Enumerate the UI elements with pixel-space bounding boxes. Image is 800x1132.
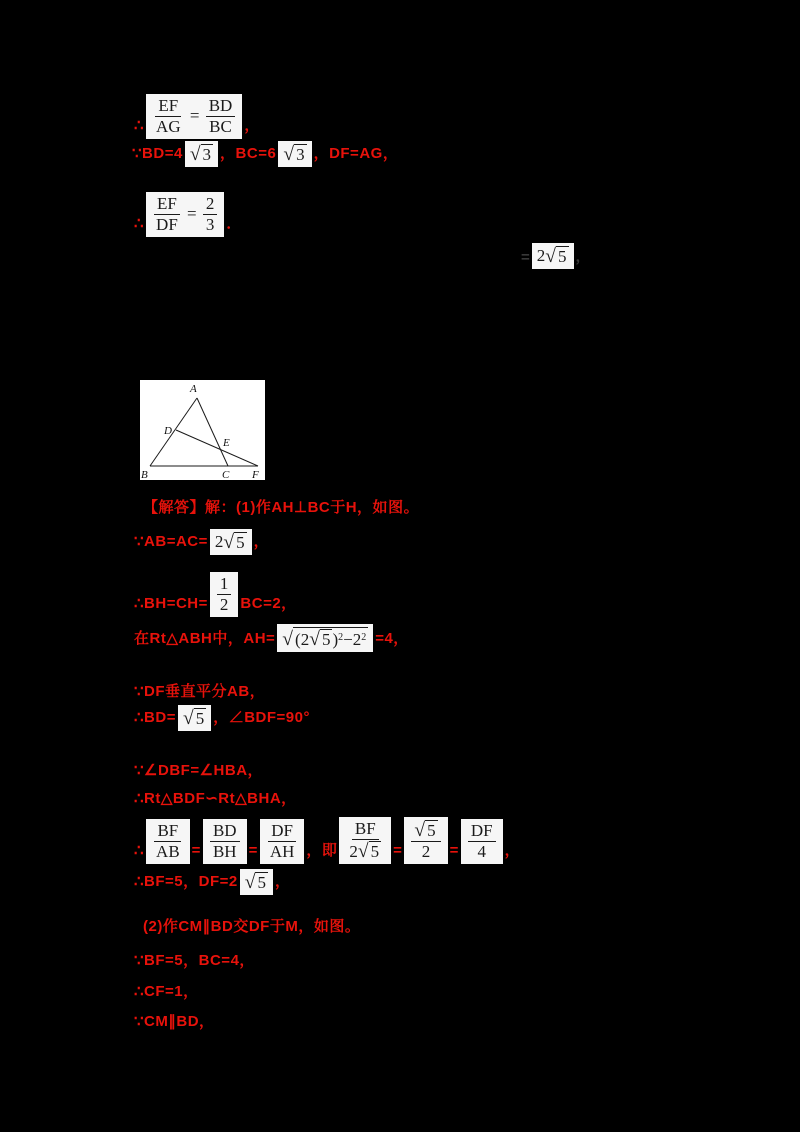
fraction-numerator	[468, 822, 496, 842]
radicand	[294, 144, 307, 164]
math-text: 3	[296, 145, 305, 164]
fraction-denominator	[153, 117, 184, 136]
math-text: 5	[195, 709, 205, 728]
fraction-numerator	[155, 97, 181, 117]
formula-image	[146, 192, 224, 237]
radicand	[320, 629, 333, 649]
red-solution-text: ∴	[134, 214, 145, 232]
DF-perpendicular-bisector	[134, 683, 265, 705]
proportion-line	[134, 817, 520, 864]
faint-text: =	[521, 248, 530, 266]
red-solution-text: ∵BD=4	[132, 145, 183, 163]
math-sqrt	[190, 144, 213, 164]
fraction-denominator	[153, 842, 183, 861]
formula-image	[532, 243, 574, 269]
red-solution-text: ∴	[134, 116, 145, 134]
red-solution-text: =4，	[375, 630, 409, 648]
red-solution-text: =	[191, 841, 201, 859]
math-sqrt	[545, 246, 568, 266]
math-text: 1	[219, 574, 229, 593]
math-text: AG	[156, 116, 181, 136]
formula-image	[146, 94, 242, 139]
math-text: 3	[205, 214, 215, 234]
radicand	[234, 532, 247, 552]
math-text: 5	[236, 533, 245, 552]
math-superscript: 2	[338, 631, 344, 643]
math-sqrt	[358, 841, 381, 861]
radicand	[255, 872, 268, 892]
radicand	[201, 144, 214, 164]
fraction-denominator	[475, 842, 490, 861]
formula-image	[203, 819, 247, 864]
vertex-label-C: C	[222, 469, 230, 480]
math-text: 2	[214, 532, 224, 551]
math-fraction	[153, 822, 183, 861]
math-sqrt	[245, 872, 268, 892]
BF-DF-values	[134, 869, 291, 895]
segment-DF	[176, 430, 258, 466]
math-sqrt	[414, 820, 437, 840]
fraction-denominator	[203, 215, 218, 234]
fraction-denominator	[419, 842, 434, 861]
math-text: DF	[271, 821, 293, 840]
radical-sign-icon: √	[244, 872, 256, 894]
red-solution-text: ，DF=AG，	[313, 145, 399, 163]
fraction-numerator	[154, 195, 180, 215]
fraction-numerator	[210, 822, 240, 842]
math-text: DF	[156, 214, 178, 234]
math-fraction	[153, 97, 184, 136]
fraction-numerator	[352, 820, 379, 840]
math-text: 5	[558, 247, 567, 266]
formula-image	[278, 141, 311, 167]
math-sqrt	[309, 629, 332, 649]
math-text: BC	[209, 116, 232, 136]
math-text: 5	[427, 821, 436, 840]
radicand	[293, 627, 368, 649]
BD-value-angle-BDF	[134, 705, 310, 731]
math-text: 2	[421, 841, 431, 861]
faint-text: ，	[575, 247, 591, 265]
math-text: 3	[202, 145, 212, 164]
red-solution-text: ∵BF=5，BC=4，	[134, 952, 255, 969]
fraction-denominator	[153, 215, 181, 234]
fraction-denominator	[206, 117, 235, 136]
math-text: −2	[343, 630, 362, 649]
math-text: 2	[349, 841, 358, 861]
radical-sign-icon: √	[189, 144, 201, 166]
formula-image	[404, 817, 447, 864]
radicand	[369, 841, 382, 861]
red-solution-text: =	[449, 841, 459, 859]
vertex-label-A: A	[190, 383, 197, 395]
math-text: 5	[321, 630, 331, 649]
formula-image	[210, 529, 252, 555]
given-BD-BC-DF-AG	[132, 141, 398, 167]
formula-image	[178, 705, 211, 731]
fraction-numerator	[203, 195, 218, 215]
math-text: DF	[470, 821, 493, 840]
math-text: 5	[257, 873, 266, 892]
math-text: AH	[269, 841, 295, 861]
math-text: BD	[208, 96, 233, 115]
math-text: 2	[205, 194, 215, 213]
red-solution-text: (2)作CM∥BD交DF于M，如图。	[143, 918, 361, 935]
vertex-label-D: D	[164, 425, 172, 437]
radical-sign-icon: √	[182, 708, 194, 730]
math-sqrt	[223, 532, 246, 552]
similar-triangles	[134, 790, 297, 812]
fraction-numerator	[268, 822, 296, 842]
fraction-numerator	[154, 822, 181, 842]
red-solution-text: =	[248, 841, 258, 859]
math-fraction	[468, 822, 496, 861]
math-fraction	[203, 195, 218, 234]
math-text: 5	[370, 841, 380, 861]
red-solution-text: ，即	[306, 841, 338, 859]
AH-computation	[134, 624, 409, 652]
fraction-numerator	[217, 575, 232, 595]
red-solution-text: ∴BF=5，DF=2	[134, 873, 238, 891]
math-fraction	[153, 195, 181, 234]
red-solution-text: ，	[504, 841, 521, 859]
fraction-denominator	[210, 842, 240, 861]
radical-sign-icon: √	[545, 246, 556, 268]
radical-sign-icon: √	[283, 144, 295, 166]
segment-AB	[150, 398, 197, 466]
vertex-label-B: B	[141, 469, 148, 480]
math-text: 2	[536, 246, 546, 265]
CF-value	[134, 983, 199, 1005]
fraction-denominator	[346, 840, 384, 861]
math-fraction	[206, 97, 236, 136]
segment-AC	[197, 398, 228, 466]
red-solution-text: 【解答】解：(1)作AH⊥BC于H，如图。	[143, 499, 420, 516]
red-solution-text: ，∠BDF=90°	[213, 709, 310, 727]
red-solution-text: ∵∠DBF=∠HBA，	[134, 762, 264, 779]
formula-image	[146, 819, 190, 864]
red-solution-text: BC=2，	[240, 594, 297, 612]
equal-angles	[134, 762, 263, 784]
red-solution-text: ，	[253, 533, 270, 551]
fraction-denominator	[267, 842, 298, 861]
math-text: BH	[212, 841, 237, 861]
red-solution-text: ∴	[134, 841, 145, 859]
fraction-numerator	[411, 820, 440, 842]
math-fraction	[411, 820, 440, 861]
red-solution-text: ∴BH=CH=	[134, 594, 208, 612]
formula-image	[277, 624, 373, 652]
fraction-denominator	[217, 595, 232, 614]
formula-image	[185, 141, 218, 167]
radicand	[194, 708, 207, 728]
math-text: =	[182, 204, 201, 224]
math-text: 2	[219, 594, 229, 614]
math-fraction	[267, 822, 298, 861]
math-text: (2	[295, 630, 310, 649]
math-text: BF	[157, 821, 179, 840]
formula-image	[240, 869, 273, 895]
therefore-EF-DF-eq-2-3	[134, 192, 242, 237]
value-2-sqrt5	[521, 243, 591, 269]
math-text: EF	[156, 194, 177, 213]
math-sqrt	[183, 708, 206, 728]
answer-part1-intro	[143, 499, 419, 521]
radical-sign-icon: √	[414, 820, 426, 842]
red-solution-text: ∴CF=1，	[134, 983, 199, 1000]
red-solution-text: ，	[244, 116, 260, 134]
math-superscript: 2	[361, 631, 367, 643]
red-solution-text: ∴Rt△BDF∽Rt△BHA，	[134, 790, 297, 807]
math-sqrt	[283, 144, 306, 164]
math-fraction	[210, 822, 240, 861]
CM-parallel-BD	[134, 1013, 215, 1035]
math-text: =	[185, 106, 204, 126]
red-solution-text: =	[393, 841, 403, 859]
formula-image	[260, 819, 305, 864]
math-text: EF	[158, 96, 179, 115]
math-text: )	[332, 630, 339, 649]
BH-CH-half-BC	[134, 572, 297, 617]
math-text: 4	[477, 841, 487, 861]
triangle-figure	[140, 380, 265, 480]
red-solution-text: ，BC=6	[220, 145, 277, 163]
math-sqrt	[282, 627, 368, 649]
BF-BC-values	[134, 952, 255, 974]
radical-sign-icon: √	[309, 629, 320, 651]
radical-sign-icon: √	[282, 629, 294, 651]
radicand	[425, 820, 438, 840]
vertex-label-E: E	[223, 437, 230, 449]
math-text: BF	[354, 819, 376, 838]
given-AB-AC	[134, 529, 269, 555]
red-solution-text: ∵CM∥BD，	[134, 1013, 215, 1030]
therefore-EF-AG-eq-BD-BC	[134, 94, 260, 139]
red-solution-text: ，	[274, 873, 291, 891]
formula-image	[339, 817, 391, 864]
formula-image	[461, 819, 503, 864]
math-fraction	[217, 575, 232, 614]
radical-sign-icon: √	[357, 841, 369, 863]
red-solution-text: ∴BD=	[134, 709, 176, 727]
answer-part2-intro	[143, 918, 360, 940]
math-fraction	[346, 820, 384, 861]
math-text: AB	[156, 841, 180, 861]
math-text: BD	[212, 821, 237, 840]
red-solution-text: ．	[226, 214, 242, 232]
vertex-label-F: F	[252, 469, 259, 480]
red-solution-text: ∵AB=AC=	[134, 533, 208, 551]
red-solution-text: ∵DF垂直平分AB，	[134, 683, 266, 700]
geometry-diagram	[140, 380, 265, 480]
red-solution-text: 在Rt△ABH中，AH=	[134, 630, 276, 648]
radicand	[556, 246, 569, 266]
fraction-numerator	[206, 97, 236, 117]
formula-image	[210, 572, 239, 617]
radical-sign-icon: √	[223, 532, 235, 554]
